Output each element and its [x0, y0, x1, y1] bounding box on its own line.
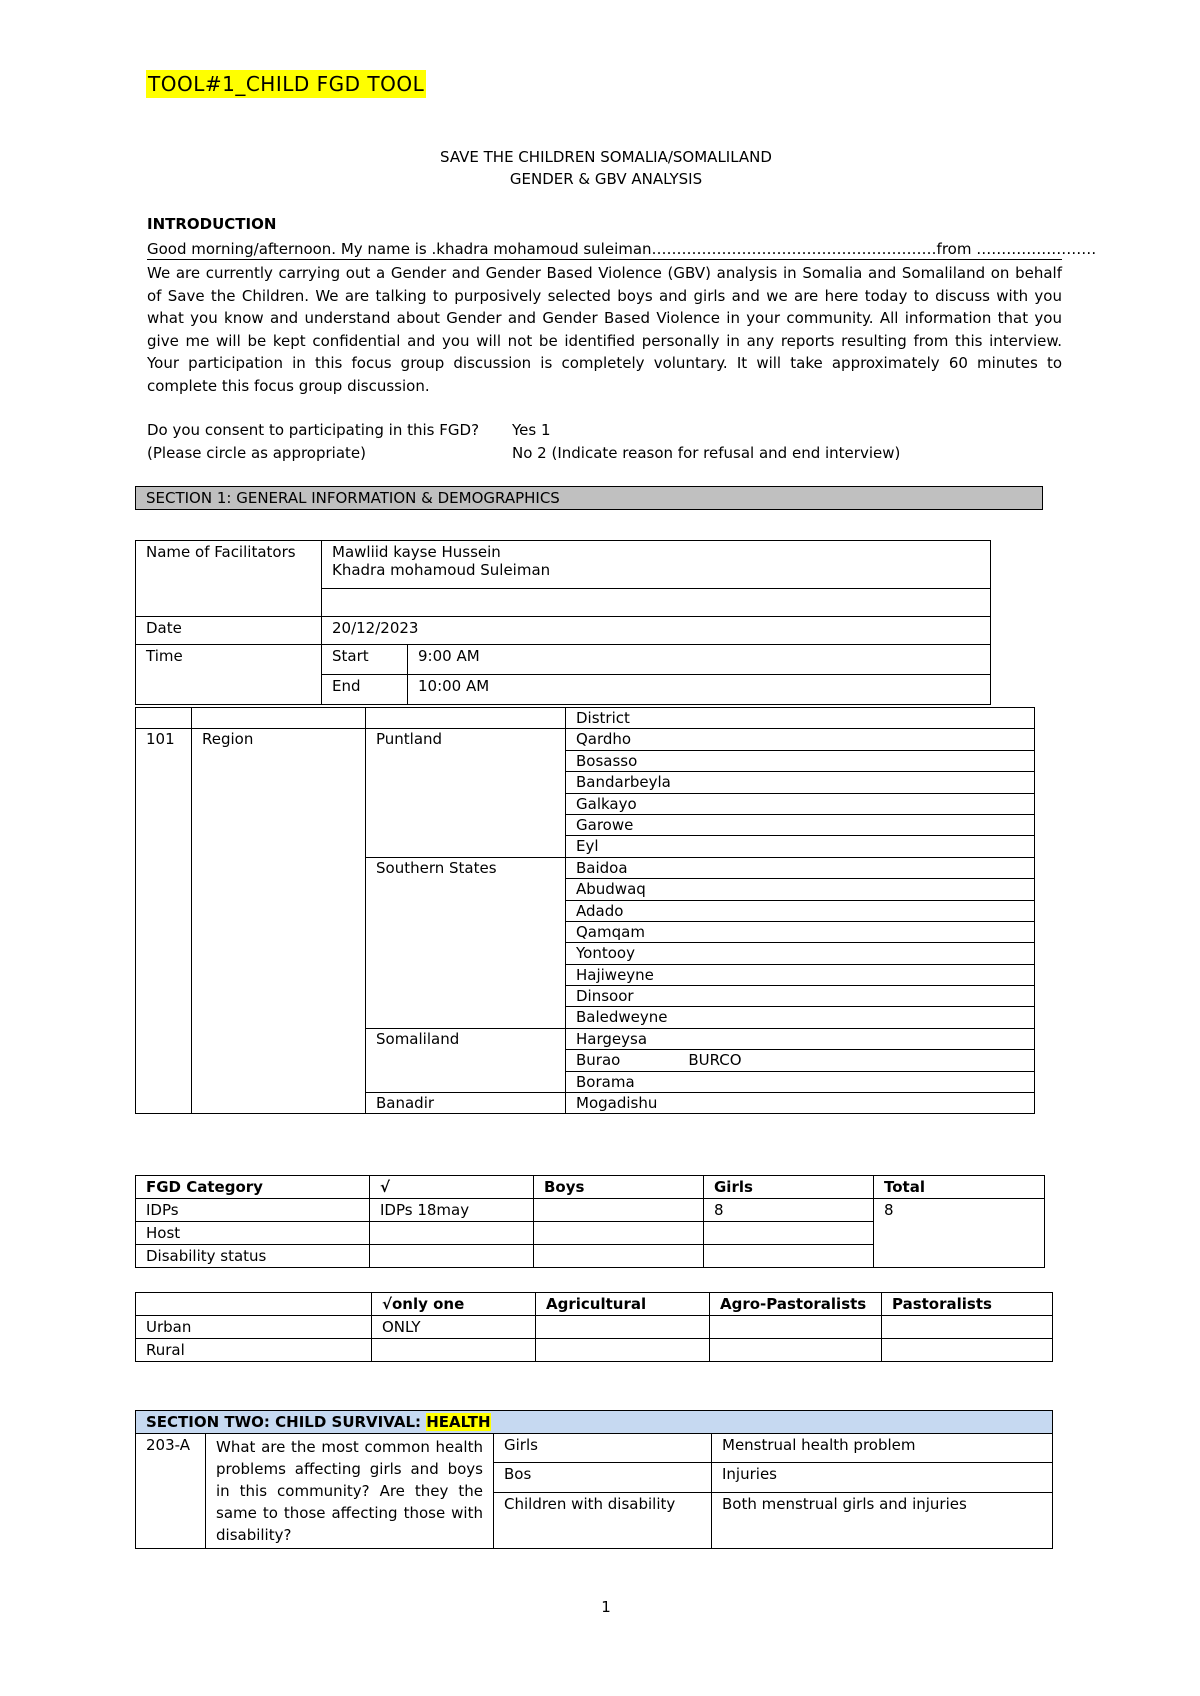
answer-value: Injuries: [712, 1463, 1053, 1492]
region-name: Southern States: [366, 857, 566, 1028]
fgd-header-boys: Boys: [534, 1176, 704, 1199]
consent-yes: Yes 1: [512, 421, 551, 439]
district-label: Burao: [576, 1051, 621, 1070]
livelihood-header: Agro-Pastoralists: [710, 1293, 882, 1316]
answer-value: Menstrual health problem: [712, 1434, 1053, 1463]
region-name: Somaliland: [366, 1028, 566, 1092]
district-label: Bandarbeyla: [576, 773, 671, 792]
fgd-cell: 8: [874, 1199, 1045, 1268]
district-name: [566, 1093, 1035, 1114]
region-header-blank: [192, 708, 366, 729]
org-title: SAVE THE CHILDREN SOMALIA/SOMALILAND: [440, 148, 772, 166]
district-name: [566, 1050, 1035, 1071]
district-name: [566, 836, 1035, 857]
fgd-cell: [534, 1199, 704, 1222]
answer-group: Bos: [494, 1463, 712, 1492]
district-label: Qardho: [576, 730, 632, 749]
fgd-cell: [704, 1245, 874, 1268]
livelihood-cell: ONLY: [372, 1316, 536, 1339]
facilitator-1: Mawliid kayse Hussein: [332, 543, 501, 561]
district-name: [566, 814, 1035, 835]
district-label: Galkayo: [576, 794, 637, 813]
region-label: Region: [192, 729, 366, 1114]
answer-group: Children with disability: [494, 1492, 712, 1548]
fgd-cell: [534, 1222, 704, 1245]
facilitator-2: Khadra mohamoud Suleiman: [332, 561, 551, 579]
subtitle: GENDER & GBV ANALYSIS: [509, 170, 703, 188]
date-label: Date: [136, 617, 322, 645]
section2-title-highlight: HEALTH: [426, 1413, 491, 1431]
district-name: [566, 772, 1035, 793]
start-value: 9:00 AM: [408, 645, 991, 675]
district-header: District: [566, 708, 1035, 729]
district-label: Yontooy: [576, 944, 635, 963]
end-value: 10:00 AM: [408, 675, 991, 705]
district-name: [566, 986, 1035, 1007]
region-header-blank: [136, 708, 192, 729]
region-name: Puntland: [366, 729, 566, 857]
district-name: [566, 921, 1035, 942]
livelihood-cell: [710, 1339, 882, 1362]
intro-heading: INTRODUCTION: [147, 215, 277, 233]
start-label: Start: [322, 645, 408, 675]
livelihood-table: [135, 1292, 1053, 1362]
fgd-cell: 8: [704, 1199, 874, 1222]
livelihood-header: Pastoralists: [882, 1293, 1053, 1316]
question-number: 101: [136, 729, 192, 1114]
facilitators-extra: [322, 589, 991, 617]
fgd-header-girls: Girls: [704, 1176, 874, 1199]
fgd-cell: IDPs: [136, 1199, 370, 1222]
district-note: BURCO: [688, 1051, 742, 1070]
fgd-header-total: Total: [874, 1176, 1045, 1199]
district-name: [566, 729, 1035, 750]
district-name: [566, 1028, 1035, 1049]
fgd-cell: [370, 1245, 534, 1268]
greeting-line: Good morning/afternoon. My name is .khadra mohamoud suleiman…………………………………………………from ……………………: [147, 240, 1097, 258]
livelihood-header: [136, 1293, 372, 1316]
general-info-table: [135, 540, 991, 705]
section2-question: What are the most common health problems affecting girls and boys in this community? Are they the same to those affecting those with disability?: [206, 1434, 494, 1549]
tool-title: TOOL#1_CHILD FGD TOOL: [148, 72, 425, 96]
region-name: Banadir: [366, 1093, 566, 1114]
district-name: [566, 1071, 1035, 1092]
district-name: [566, 943, 1035, 964]
section2-title-prefix: SECTION TWO: CHILD SURVIVAL:: [146, 1413, 427, 1431]
facilitators-label: Name of Facilitators: [136, 541, 322, 617]
district-label: Garowe: [576, 815, 634, 834]
district-label: Mogadishu: [576, 1094, 658, 1113]
district-label: Hajiweyne: [576, 965, 654, 984]
page-number: 1: [601, 1598, 611, 1616]
fgd-header-category: FGD Category: [136, 1176, 370, 1199]
district-name: [566, 964, 1035, 985]
livelihood-cell: [536, 1316, 710, 1339]
consent-note: (Please circle as appropriate): [147, 444, 366, 462]
district-label: Abudwaq: [576, 880, 646, 899]
section2-qno: 203-A: [136, 1434, 206, 1549]
intro-paragraph: We are currently carrying out a Gender and Gender Based Violence (GBV) analysis in Somalia and Somaliland on behalf of Save the Children. We are talking to purposively selected boys and girls and we are here today to discuss with you what you know and understand about Gender and Gender Based Violence in your community. All information that you give me will be kept confidential and you will not be identified personally in any reports resulting from this interview. Your participation in this focus group discussion is completely voluntary. It will take approximately 60 minutes to complete this focus group discussion.: [147, 264, 1062, 395]
fgd-cell: [704, 1222, 874, 1245]
district-label: Qamqam: [576, 922, 645, 941]
fgd-header-check: √: [370, 1176, 534, 1199]
district-label: Bosasso: [576, 751, 638, 770]
section2-title: [136, 1411, 1053, 1434]
fgd-category-table: [135, 1175, 1045, 1268]
answer-value: Both menstrual girls and injuries: [712, 1492, 1053, 1548]
livelihood-header: Agricultural: [536, 1293, 710, 1316]
livelihood-header: √only one: [372, 1293, 536, 1316]
district-name: [566, 900, 1035, 921]
livelihood-cell: [536, 1339, 710, 1362]
district-label: Adado: [576, 901, 624, 920]
section1-title: SECTION 1: GENERAL INFORMATION & DEMOGRAPHICS: [135, 486, 1043, 510]
fgd-cell: Disability status: [136, 1245, 370, 1268]
livelihood-cell: [882, 1339, 1053, 1362]
livelihood-cell: Rural: [136, 1339, 372, 1362]
time-label: Time: [136, 645, 322, 705]
fgd-cell: [534, 1245, 704, 1268]
fgd-cell: IDPs 18may: [370, 1199, 534, 1222]
livelihood-cell: Urban: [136, 1316, 372, 1339]
district-label: Borama: [576, 1072, 635, 1091]
district-name: [566, 879, 1035, 900]
region-header-blank: [366, 708, 566, 729]
district-label: Eyl: [576, 837, 599, 856]
district-name: [566, 793, 1035, 814]
consent-no: No 2 (Indicate reason for refusal and end interview): [512, 444, 901, 462]
district-label: Dinsoor: [576, 987, 634, 1006]
fgd-cell: [370, 1222, 534, 1245]
livelihood-cell: [882, 1316, 1053, 1339]
end-label: End: [322, 675, 408, 705]
answer-group: Girls: [494, 1434, 712, 1463]
date-value: 20/12/2023: [322, 617, 991, 645]
consent-question: Do you consent to participating in this FGD?: [147, 421, 480, 439]
section2-table: [135, 1410, 1053, 1549]
livelihood-cell: [372, 1339, 536, 1362]
fgd-cell: Host: [136, 1222, 370, 1245]
table-row: [136, 729, 1035, 750]
district-name: [566, 750, 1035, 771]
district-name: [566, 1007, 1035, 1028]
livelihood-cell: [710, 1316, 882, 1339]
facilitators-names: [322, 541, 991, 589]
district-label: Baidoa: [576, 858, 628, 877]
district-label: Baledweyne: [576, 1008, 668, 1027]
district-label: Hargeysa: [576, 1029, 648, 1048]
region-table: [135, 707, 1035, 1114]
district-name: [566, 857, 1035, 878]
